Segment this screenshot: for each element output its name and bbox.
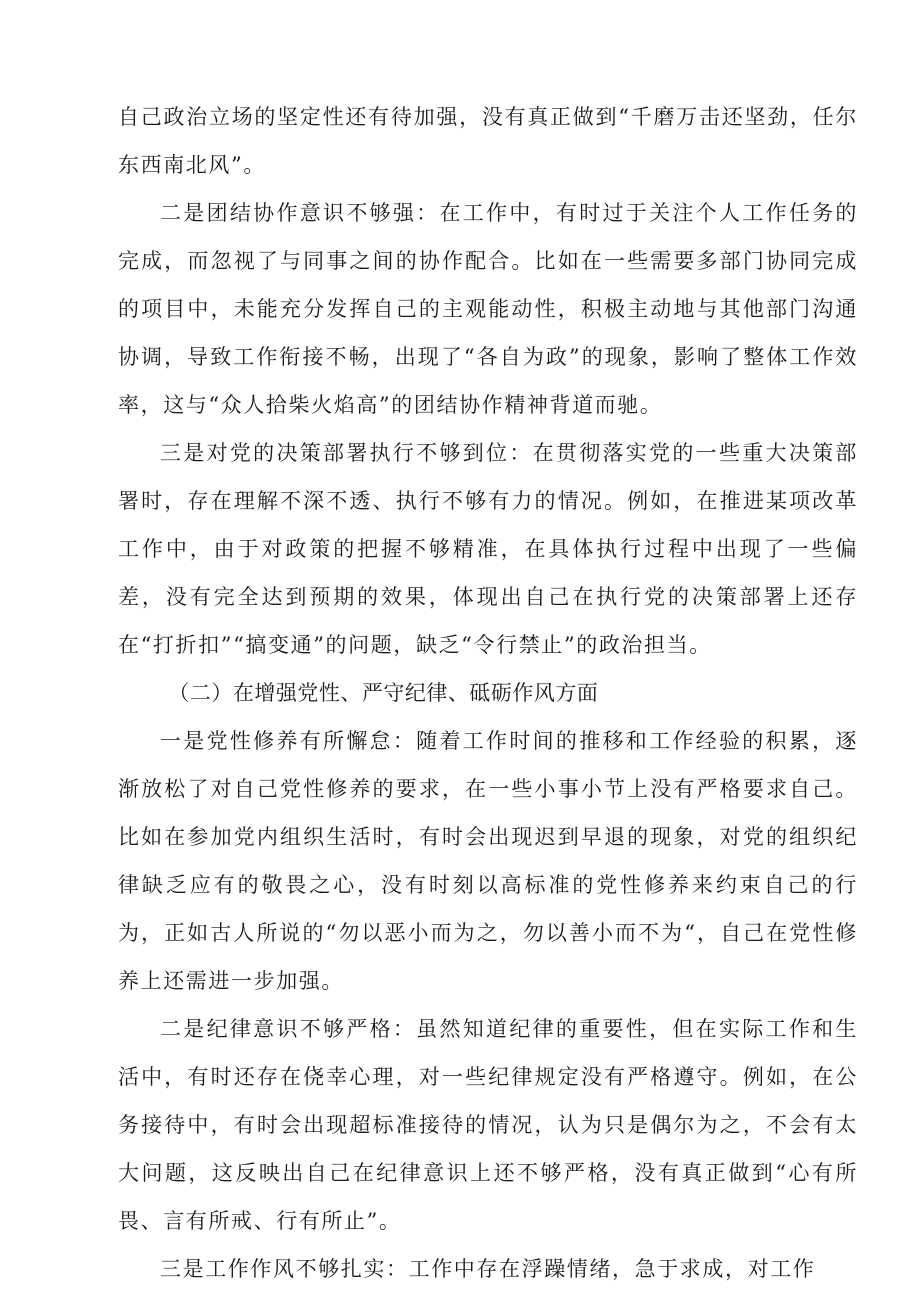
paragraph-party-cultivation: 一是党性修养有所懈怠：随着工作时间的推移和工作经验的积累，逐渐放松了对自己党性修养的要求，在一些小事小节上没有严格要求自己。比如在参加党内组织生活时，有时会出现迟到早退的现象，对党的组织纪律缺乏应有的敬畏之心，没有时刻以高标准的党性修养来约束自己的行为，正如古人所说的“勿以恶小而为之，勿以善小而不为“，自己在党性修养上还需进一步加强。 <box>118 729 858 993</box>
section-heading: （二）在增强党性、严守纪律、砥砺作风方面 <box>168 681 599 705</box>
paragraph-work-style: 三是工作作风不够扎实：工作中存在浮躁情绪，急于求成，对工作 <box>160 1257 816 1281</box>
document-body <box>118 93 858 1293</box>
paragraph-decision-execution: 三是对党的决策部署执行不够到位：在贯彻落实党的一些重大决策部署时，存在理解不深不透、执行不够有力的情况。例如，在推进某项改革工作中，由于对政策的把握不够精准，在具体执行过程中出现了一些偏差，没有完全达到预期的效果，体现出自己在执行党的决策部署上还存在“打折扣”“搞变通”的问题，缺乏“令行禁止”的政治担当。 <box>118 441 858 657</box>
paragraph-discipline: 二是纪律意识不够严格：虽然知道纪律的重要性，但在实际工作和生活中，有时还存在侥幸心理，对一些纪律规定没有严格遵守。例如，在公务接待中，有时会出现超标准接待的情况，认为只是偶尔为之，不会有太大问题，这反映出自己在纪律意识上还不够严格，没有真正做到“心有所畏、言有所戒、行有所止”。 <box>118 1017 858 1233</box>
paragraph-teamwork: 二是团结协作意识不够强：在工作中，有时过于关注个人工作任务的完成，而忽视了与同事之间的协作配合。比如在一些需要多部门协同完成的项目中，未能充分发挥自己的主观能动性，积极主动地与其他部门沟通协调，导致工作衔接不畅，出现了“各自为政”的现象，影响了整体工作效率，这与“众人拾柴火焰高”的团结协作精神背道而驰。 <box>118 201 858 417</box>
paragraph-continuation: 自己政治立场的坚定性还有待加强，没有真正做到“千磨万击还坚劲，任尔东西南北风”。 <box>118 105 858 177</box>
